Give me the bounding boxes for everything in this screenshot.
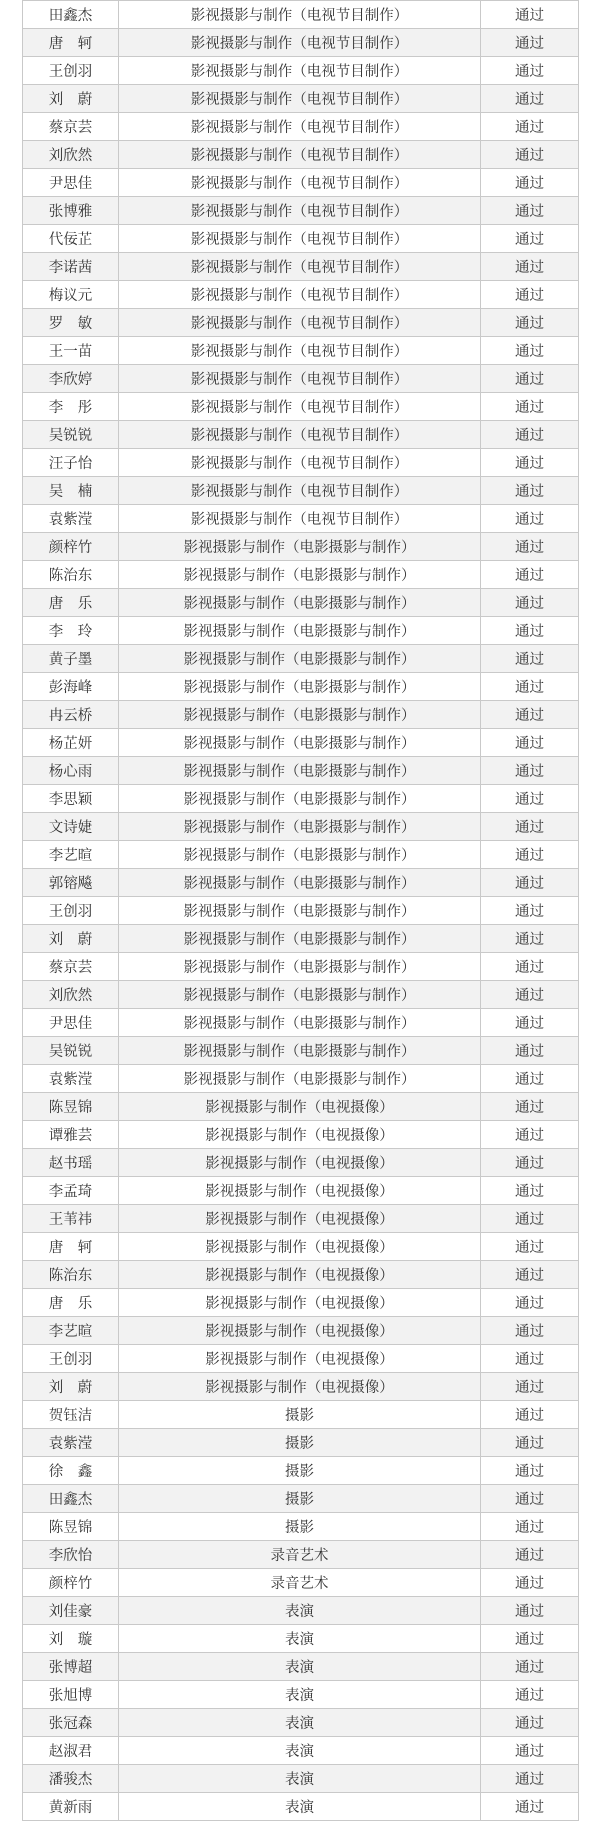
- status-cell: 通过: [481, 1485, 579, 1513]
- status-cell: 通过: [481, 57, 579, 85]
- status-cell: 通过: [481, 561, 579, 589]
- major-cell: 影视摄影与制作（电影摄影与制作）: [119, 1009, 481, 1037]
- status-cell: 通过: [481, 421, 579, 449]
- status-cell: 通过: [481, 1205, 579, 1233]
- status-cell: 通过: [481, 1149, 579, 1177]
- major-cell: 影视摄影与制作（电视节目制作）: [119, 141, 481, 169]
- student-name-cell: 杨芷妍: [23, 729, 119, 757]
- status-cell: 通过: [481, 1401, 579, 1429]
- status-cell: 通过: [481, 253, 579, 281]
- table-row: [23, 1037, 579, 1065]
- student-name-cell: 黄新雨: [23, 1793, 119, 1821]
- table-row: [23, 1, 579, 29]
- status-cell: 通过: [481, 1289, 579, 1317]
- major-cell: 影视摄影与制作（电影摄影与制作）: [119, 841, 481, 869]
- student-name-cell: 吴锐锐: [23, 1037, 119, 1065]
- status-cell: 通过: [481, 1373, 579, 1401]
- status-cell: 通过: [481, 1681, 579, 1709]
- table-row: [23, 421, 579, 449]
- table-row: [23, 869, 579, 897]
- status-cell: 通过: [481, 141, 579, 169]
- status-cell: 通过: [481, 85, 579, 113]
- student-name-cell: 刘欣然: [23, 141, 119, 169]
- table-row: [23, 1429, 579, 1457]
- student-name-cell: 王创羽: [23, 1345, 119, 1373]
- table-row: [23, 169, 579, 197]
- student-name-cell: 李诺茜: [23, 253, 119, 281]
- table-row: [23, 1009, 579, 1037]
- major-cell: 影视摄影与制作（电影摄影与制作）: [119, 757, 481, 785]
- table-row: [23, 253, 579, 281]
- table-row: [23, 1653, 579, 1681]
- major-cell: 表演: [119, 1653, 481, 1681]
- status-cell: 通过: [481, 1569, 579, 1597]
- status-cell: 通过: [481, 281, 579, 309]
- student-name-cell: 蔡京芸: [23, 113, 119, 141]
- major-cell: 影视摄影与制作（电视节目制作）: [119, 337, 481, 365]
- student-name-cell: 李思颖: [23, 785, 119, 813]
- table-row: [23, 1737, 579, 1765]
- student-name-cell: 袁紫滢: [23, 505, 119, 533]
- major-cell: 影视摄影与制作（电视节目制作）: [119, 309, 481, 337]
- major-cell: 影视摄影与制作（电视摄像）: [119, 1345, 481, 1373]
- major-cell: 影视摄影与制作（电影摄影与制作）: [119, 617, 481, 645]
- results-table-body: [23, 1, 579, 1821]
- table-row: [23, 309, 579, 337]
- status-cell: 通过: [481, 841, 579, 869]
- table-row: [23, 1513, 579, 1541]
- student-name-cell: 蔡京芸: [23, 953, 119, 981]
- status-cell: 通过: [481, 113, 579, 141]
- student-name-cell: 刘佳豪: [23, 1597, 119, 1625]
- student-name-cell: 刘 蔚: [23, 85, 119, 113]
- table-row: [23, 645, 579, 673]
- status-cell: 通过: [481, 29, 579, 57]
- table-row: [23, 1765, 579, 1793]
- major-cell: 表演: [119, 1625, 481, 1653]
- student-name-cell: 李 玲: [23, 617, 119, 645]
- student-name-cell: 李艺暄: [23, 1317, 119, 1345]
- status-cell: 通过: [481, 337, 579, 365]
- status-cell: 通过: [481, 729, 579, 757]
- table-row: [23, 477, 579, 505]
- student-name-cell: 唐 轲: [23, 1233, 119, 1261]
- student-name-cell: 吴 楠: [23, 477, 119, 505]
- table-row: [23, 141, 579, 169]
- student-name-cell: 罗 敏: [23, 309, 119, 337]
- major-cell: 影视摄影与制作（电视节目制作）: [119, 421, 481, 449]
- table-row: [23, 281, 579, 309]
- table-row: [23, 813, 579, 841]
- status-cell: 通过: [481, 449, 579, 477]
- major-cell: 录音艺术: [119, 1569, 481, 1597]
- table-row: [23, 561, 579, 589]
- table-row: [23, 1177, 579, 1205]
- major-cell: 影视摄影与制作（电影摄影与制作）: [119, 729, 481, 757]
- student-name-cell: 潘骏杰: [23, 1765, 119, 1793]
- status-cell: 通过: [481, 617, 579, 645]
- student-name-cell: 李 彤: [23, 393, 119, 421]
- status-cell: 通过: [481, 477, 579, 505]
- major-cell: 影视摄影与制作（电影摄影与制作）: [119, 701, 481, 729]
- table-row: [23, 1093, 579, 1121]
- major-cell: 影视摄影与制作（电视摄像）: [119, 1149, 481, 1177]
- table-row: [23, 981, 579, 1009]
- major-cell: 影视摄影与制作（电视摄像）: [119, 1121, 481, 1149]
- major-cell: 影视摄影与制作（电视节目制作）: [119, 29, 481, 57]
- table-row: [23, 1373, 579, 1401]
- student-name-cell: 颜梓竹: [23, 533, 119, 561]
- results-table: [22, 0, 579, 1821]
- status-cell: 通过: [481, 869, 579, 897]
- student-name-cell: 袁紫滢: [23, 1429, 119, 1457]
- status-cell: 通过: [481, 197, 579, 225]
- table-row: [23, 757, 579, 785]
- student-name-cell: 彭海峰: [23, 673, 119, 701]
- major-cell: 影视摄影与制作（电影摄影与制作）: [119, 561, 481, 589]
- table-row: [23, 1261, 579, 1289]
- student-name-cell: 袁紫滢: [23, 1065, 119, 1093]
- table-row: [23, 1625, 579, 1653]
- status-cell: 通过: [481, 925, 579, 953]
- major-cell: 影视摄影与制作（电视节目制作）: [119, 253, 481, 281]
- status-cell: 通过: [481, 981, 579, 1009]
- status-cell: 通过: [481, 897, 579, 925]
- status-cell: 通过: [481, 757, 579, 785]
- status-cell: 通过: [481, 365, 579, 393]
- table-row: [23, 589, 579, 617]
- status-cell: 通过: [481, 1737, 579, 1765]
- student-name-cell: 王创羽: [23, 897, 119, 925]
- table-row: [23, 1401, 579, 1429]
- major-cell: 摄影: [119, 1429, 481, 1457]
- table-row: [23, 1569, 579, 1597]
- status-cell: 通过: [481, 953, 579, 981]
- major-cell: 表演: [119, 1765, 481, 1793]
- student-name-cell: 刘欣然: [23, 981, 119, 1009]
- student-name-cell: 王苇祎: [23, 1205, 119, 1233]
- major-cell: 影视摄影与制作（电视节目制作）: [119, 477, 481, 505]
- student-name-cell: 尹思佳: [23, 1009, 119, 1037]
- status-cell: 通过: [481, 1793, 579, 1821]
- major-cell: 影视摄影与制作（电视节目制作）: [119, 57, 481, 85]
- major-cell: 影视摄影与制作（电影摄影与制作）: [119, 1037, 481, 1065]
- major-cell: 影视摄影与制作（电视节目制作）: [119, 113, 481, 141]
- table-row: [23, 673, 579, 701]
- status-cell: 通过: [481, 505, 579, 533]
- major-cell: 影视摄影与制作（电影摄影与制作）: [119, 533, 481, 561]
- table-row: [23, 29, 579, 57]
- major-cell: 影视摄影与制作（电视节目制作）: [119, 281, 481, 309]
- student-name-cell: 杨心雨: [23, 757, 119, 785]
- table-row: [23, 85, 579, 113]
- table-row: [23, 729, 579, 757]
- student-name-cell: 谭雅芸: [23, 1121, 119, 1149]
- table-row: [23, 1485, 579, 1513]
- student-name-cell: 张冠森: [23, 1709, 119, 1737]
- status-cell: 通过: [481, 1121, 579, 1149]
- student-name-cell: 赵书瑶: [23, 1149, 119, 1177]
- status-cell: 通过: [481, 813, 579, 841]
- status-cell: 通过: [481, 701, 579, 729]
- table-row: [23, 1289, 579, 1317]
- status-cell: 通过: [481, 1625, 579, 1653]
- student-name-cell: 李欣怡: [23, 1541, 119, 1569]
- major-cell: 摄影: [119, 1513, 481, 1541]
- status-cell: 通过: [481, 1065, 579, 1093]
- table-row: [23, 897, 579, 925]
- status-cell: 通过: [481, 1009, 579, 1037]
- student-name-cell: 唐 乐: [23, 589, 119, 617]
- table-row: [23, 1709, 579, 1737]
- student-name-cell: 徐 鑫: [23, 1457, 119, 1485]
- student-name-cell: 陈治东: [23, 561, 119, 589]
- major-cell: 表演: [119, 1597, 481, 1625]
- major-cell: 影视摄影与制作（电视摄像）: [119, 1177, 481, 1205]
- status-cell: 通过: [481, 1261, 579, 1289]
- major-cell: 影视摄影与制作（电视节目制作）: [119, 225, 481, 253]
- major-cell: 影视摄影与制作（电视节目制作）: [119, 505, 481, 533]
- student-name-cell: 陈昱锦: [23, 1093, 119, 1121]
- status-cell: 通过: [481, 1765, 579, 1793]
- status-cell: 通过: [481, 1093, 579, 1121]
- status-cell: 通过: [481, 785, 579, 813]
- table-row: [23, 953, 579, 981]
- table-row: [23, 701, 579, 729]
- table-row: [23, 617, 579, 645]
- table-row: [23, 225, 579, 253]
- major-cell: 影视摄影与制作（电视摄像）: [119, 1233, 481, 1261]
- table-row: [23, 1233, 579, 1261]
- major-cell: 影视摄影与制作（电视摄像）: [119, 1373, 481, 1401]
- table-row: [23, 197, 579, 225]
- major-cell: 影视摄影与制作（电影摄影与制作）: [119, 953, 481, 981]
- status-cell: 通过: [481, 1317, 579, 1345]
- student-name-cell: 冉云桥: [23, 701, 119, 729]
- major-cell: 影视摄影与制作（电影摄影与制作）: [119, 1065, 481, 1093]
- major-cell: 影视摄影与制作（电视节目制作）: [119, 85, 481, 113]
- table-row: [23, 533, 579, 561]
- major-cell: 影视摄影与制作（电视摄像）: [119, 1317, 481, 1345]
- table-row: [23, 1205, 579, 1233]
- student-name-cell: 赵淑君: [23, 1737, 119, 1765]
- table-row: [23, 57, 579, 85]
- table-row: [23, 1793, 579, 1821]
- student-name-cell: 李欣婷: [23, 365, 119, 393]
- status-cell: 通过: [481, 309, 579, 337]
- student-name-cell: 李孟琦: [23, 1177, 119, 1205]
- major-cell: 影视摄影与制作（电视节目制作）: [119, 169, 481, 197]
- student-name-cell: 郭镕飚: [23, 869, 119, 897]
- status-cell: 通过: [481, 1513, 579, 1541]
- student-name-cell: 刘 蔚: [23, 1373, 119, 1401]
- status-cell: 通过: [481, 1, 579, 29]
- table-row: [23, 365, 579, 393]
- major-cell: 表演: [119, 1737, 481, 1765]
- student-name-cell: 张博雅: [23, 197, 119, 225]
- table-row: [23, 393, 579, 421]
- status-cell: 通过: [481, 1037, 579, 1065]
- student-name-cell: 吴锐锐: [23, 421, 119, 449]
- table-row: [23, 1149, 579, 1177]
- major-cell: 影视摄影与制作（电视节目制作）: [119, 449, 481, 477]
- major-cell: 影视摄影与制作（电视节目制作）: [119, 365, 481, 393]
- table-row: [23, 925, 579, 953]
- table-row: [23, 1317, 579, 1345]
- table-row: [23, 1541, 579, 1569]
- major-cell: 影视摄影与制作（电影摄影与制作）: [119, 981, 481, 1009]
- major-cell: 影视摄影与制作（电影摄影与制作）: [119, 897, 481, 925]
- table-row: [23, 449, 579, 477]
- student-name-cell: 文诗婕: [23, 813, 119, 841]
- table-row: [23, 785, 579, 813]
- status-cell: 通过: [481, 1429, 579, 1457]
- status-cell: 通过: [481, 1541, 579, 1569]
- major-cell: 影视摄影与制作（电影摄影与制作）: [119, 813, 481, 841]
- student-name-cell: 汪子怡: [23, 449, 119, 477]
- major-cell: 表演: [119, 1681, 481, 1709]
- status-cell: 通过: [481, 1233, 579, 1261]
- student-name-cell: 田鑫杰: [23, 1, 119, 29]
- status-cell: 通过: [481, 1457, 579, 1485]
- student-name-cell: 梅议元: [23, 281, 119, 309]
- major-cell: 影视摄影与制作（电影摄影与制作）: [119, 589, 481, 617]
- student-name-cell: 张旭博: [23, 1681, 119, 1709]
- major-cell: 影视摄影与制作（电视节目制作）: [119, 393, 481, 421]
- major-cell: 影视摄影与制作（电视摄像）: [119, 1093, 481, 1121]
- major-cell: 影视摄影与制作（电视摄像）: [119, 1205, 481, 1233]
- major-cell: 摄影: [119, 1401, 481, 1429]
- major-cell: 影视摄影与制作（电影摄影与制作）: [119, 785, 481, 813]
- table-row: [23, 841, 579, 869]
- student-name-cell: 唐 乐: [23, 1289, 119, 1317]
- major-cell: 影视摄影与制作（电影摄影与制作）: [119, 869, 481, 897]
- major-cell: 录音艺术: [119, 1541, 481, 1569]
- major-cell: 影视摄影与制作（电视节目制作）: [119, 1, 481, 29]
- table-row: [23, 1597, 579, 1625]
- status-cell: 通过: [481, 1345, 579, 1373]
- major-cell: 摄影: [119, 1485, 481, 1513]
- status-cell: 通过: [481, 533, 579, 561]
- student-name-cell: 黄子墨: [23, 645, 119, 673]
- table-row: [23, 337, 579, 365]
- table-row: [23, 113, 579, 141]
- major-cell: 影视摄影与制作（电影摄影与制作）: [119, 645, 481, 673]
- status-cell: 通过: [481, 645, 579, 673]
- status-cell: 通过: [481, 169, 579, 197]
- status-cell: 通过: [481, 1653, 579, 1681]
- student-name-cell: 贺钰洁: [23, 1401, 119, 1429]
- major-cell: 表演: [119, 1709, 481, 1737]
- student-name-cell: 颜梓竹: [23, 1569, 119, 1597]
- major-cell: 影视摄影与制作（电影摄影与制作）: [119, 673, 481, 701]
- major-cell: 表演: [119, 1793, 481, 1821]
- status-cell: 通过: [481, 1177, 579, 1205]
- table-row: [23, 1457, 579, 1485]
- student-name-cell: 刘 璇: [23, 1625, 119, 1653]
- major-cell: 影视摄影与制作（电影摄影与制作）: [119, 925, 481, 953]
- student-name-cell: 王创羽: [23, 57, 119, 85]
- table-row: [23, 1345, 579, 1373]
- student-name-cell: 代佞芷: [23, 225, 119, 253]
- table-row: [23, 1681, 579, 1709]
- student-name-cell: 陈昱锦: [23, 1513, 119, 1541]
- student-name-cell: 张博超: [23, 1653, 119, 1681]
- major-cell: 影视摄影与制作（电视摄像）: [119, 1261, 481, 1289]
- student-name-cell: 尹思佳: [23, 169, 119, 197]
- status-cell: 通过: [481, 589, 579, 617]
- table-row: [23, 1065, 579, 1093]
- major-cell: 影视摄影与制作（电视摄像）: [119, 1289, 481, 1317]
- major-cell: 影视摄影与制作（电视节目制作）: [119, 197, 481, 225]
- student-name-cell: 李艺暄: [23, 841, 119, 869]
- student-name-cell: 王一苗: [23, 337, 119, 365]
- student-name-cell: 刘 蔚: [23, 925, 119, 953]
- status-cell: 通过: [481, 1709, 579, 1737]
- status-cell: 通过: [481, 225, 579, 253]
- status-cell: 通过: [481, 1597, 579, 1625]
- table-row: [23, 1121, 579, 1149]
- student-name-cell: 田鑫杰: [23, 1485, 119, 1513]
- table-row: [23, 505, 579, 533]
- student-name-cell: 唐 轲: [23, 29, 119, 57]
- status-cell: 通过: [481, 673, 579, 701]
- major-cell: 摄影: [119, 1457, 481, 1485]
- status-cell: 通过: [481, 393, 579, 421]
- student-name-cell: 陈治东: [23, 1261, 119, 1289]
